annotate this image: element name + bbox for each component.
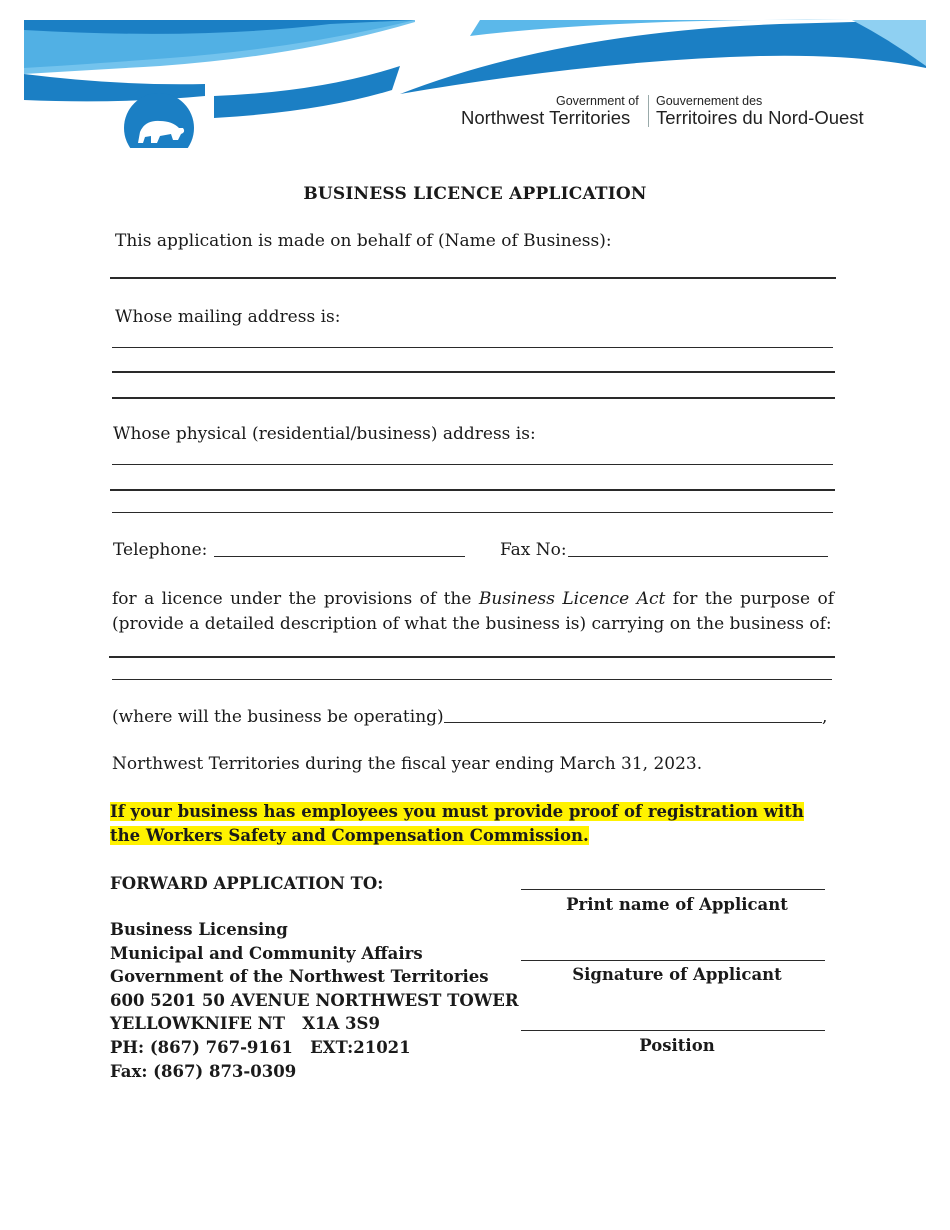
fiscal-year-text: Northwest Territories during the fiscal year ending March 31, 2023.: [112, 754, 703, 774]
fax-label-text: Fax No:: [500, 540, 567, 560]
business-name-field[interactable]: [110, 277, 836, 279]
forward-fax: Fax: (867) 873-0309: [110, 1062, 297, 1081]
position-field[interactable]: [521, 1030, 825, 1031]
header-banner: [0, 0, 950, 160]
forward-address-line: YELLOWKNIFE NT X1A 3S9: [110, 1014, 380, 1033]
physical-address-line-1[interactable]: [112, 464, 833, 465]
forward-phone: PH: (867) 767-9161 EXT:21021: [110, 1038, 411, 1057]
forward-address-line: Government of the Northwest Territories: [110, 967, 489, 986]
mailing-address-line-3[interactable]: [112, 397, 835, 399]
position-label: Position: [639, 1036, 715, 1055]
business-name-label: This application is made on behalf of (Name of Business):: [115, 231, 612, 251]
forward-address-line: 600 5201 50 AVENUE NORTHWEST TOWER: [110, 991, 519, 1010]
banner-swoosh-lower-right: [214, 66, 400, 118]
banner-swoosh-lower-left: [24, 74, 205, 101]
forward-heading: FORWARD APPLICATION TO:: [110, 874, 384, 893]
forward-address-line: Business Licensing: [110, 920, 288, 939]
wscc-notice: [110, 800, 835, 848]
purpose-paragraph: [112, 587, 834, 637]
purpose-text-start: for a licence under the provisions of the: [112, 589, 472, 609]
mailing-address-line-1[interactable]: [112, 347, 833, 348]
telephone-field[interactable]: [214, 556, 465, 557]
business-description-line-1[interactable]: [109, 656, 835, 658]
location-field[interactable]: [444, 722, 822, 723]
print-name-label: Print name of Applicant: [566, 895, 788, 914]
mailing-address-label: Whose mailing address is:: [115, 307, 341, 327]
forward-address-line: Municipal and Community Affairs: [110, 944, 423, 963]
fax-field[interactable]: [568, 556, 828, 557]
gov-english-prefix: Government of: [556, 94, 639, 108]
telephone-label: [113, 540, 207, 560]
telephone-label-text: Telephone:: [113, 540, 208, 560]
wscc-notice-text: If your business has employees you must provide proof of registration with the Workers Safety and Compensation Commission.: [110, 802, 804, 845]
physical-address-label: Whose physical (residential/business) address is:: [113, 424, 536, 444]
physical-address-line-2[interactable]: [110, 489, 835, 491]
mailing-address-line-2[interactable]: [112, 371, 835, 373]
gov-english-name: Northwest Territories: [461, 107, 631, 128]
gov-name-divider: [648, 95, 649, 127]
purpose-text-end: for the purpose of (provide a detailed description of what the business is) carrying on the business of:: [112, 589, 835, 634]
act-name: Business Licence Act: [478, 589, 666, 609]
location-label: (where will the business be operating): [112, 707, 444, 727]
fax-label: [500, 540, 567, 560]
signature-field[interactable]: [521, 960, 825, 961]
signature-label: Signature of Applicant: [572, 965, 782, 984]
print-name-field[interactable]: [521, 889, 825, 890]
form-title: BUSINESS LICENCE APPLICATION: [303, 184, 647, 204]
polar-bear-icon: [110, 93, 210, 160]
physical-address-line-3[interactable]: [112, 512, 833, 513]
business-description-line-2[interactable]: [112, 679, 832, 680]
gov-french-name: Territoires du Nord-Ouest: [656, 107, 864, 128]
location-suffix: ,: [822, 707, 828, 727]
gov-french-prefix: Gouvernement des: [656, 94, 763, 108]
